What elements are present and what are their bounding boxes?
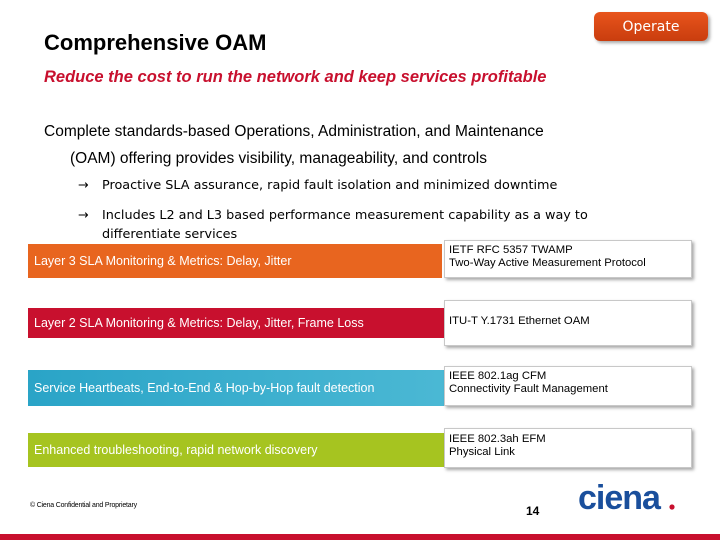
arrow-icon: → <box>78 208 89 223</box>
standard-description: Connectivity Fault Management <box>449 383 608 395</box>
confidential-notice: © Ciena Confidential and Proprietary <box>30 502 137 509</box>
row-band: Layer 3 SLA Monitoring & Metrics: Delay, Jitter <box>28 244 442 278</box>
row-band: Service Heartbeats, End-to-End & Hop-by-Hop fault detection <box>28 370 446 406</box>
standard-name: IEEE 802.3ah EFM <box>449 433 546 445</box>
standard-box <box>444 240 692 278</box>
row-band: Enhanced troubleshooting, rapid network discovery <box>28 433 448 467</box>
oam-row-layer3 <box>28 240 692 278</box>
intro-line-1: Complete standards-based Operations, Administration, and Maintenance <box>44 123 544 140</box>
page-number: 14 <box>526 504 540 518</box>
bullet-text: Proactive SLA assurance, rapid fault isolation and minimized downtime <box>102 178 558 193</box>
slide-title: Comprehensive OAM <box>44 30 267 55</box>
intro-paragraph <box>44 118 694 172</box>
bullet-text-continuation: differentiate services <box>102 227 238 242</box>
oam-row-layer2 <box>28 300 692 346</box>
row-band: Layer 2 SLA Monitoring & Metrics: Delay, Jitter, Frame Loss <box>28 308 446 338</box>
bullet-performance-measurement <box>78 206 698 244</box>
standard-description: Two-Way Active Measurement Protocol <box>449 257 646 269</box>
ciena-logo <box>578 478 678 518</box>
footer-bar <box>0 534 720 540</box>
slide-subtitle: Reduce the cost to run the network and keep services profitable <box>44 68 547 86</box>
oam-row-troubleshooting <box>28 428 692 468</box>
oam-row-heartbeats <box>28 366 692 406</box>
operate-tab[interactable]: Operate <box>594 12 708 41</box>
arrow-icon: → <box>78 178 89 193</box>
bullet-text: Includes L2 and L3 based performance measurement capability as a way to <box>102 208 588 223</box>
svg-text:ciena: ciena <box>578 479 660 517</box>
standard-box <box>444 428 692 468</box>
bullet-sla-assurance <box>78 176 698 195</box>
standard-description: Physical Link <box>449 446 515 458</box>
standard-name: IEEE 802.1ag CFM <box>449 370 547 382</box>
intro-line-2: (OAM) offering provides visibility, manageability, and controls <box>70 150 487 167</box>
standard-name: ITU-T Y.1731 Ethernet OAM <box>449 315 590 327</box>
standard-box <box>444 366 692 406</box>
standard-box <box>444 300 692 346</box>
standard-name: IETF RFC 5357 TWAMP <box>449 244 573 256</box>
